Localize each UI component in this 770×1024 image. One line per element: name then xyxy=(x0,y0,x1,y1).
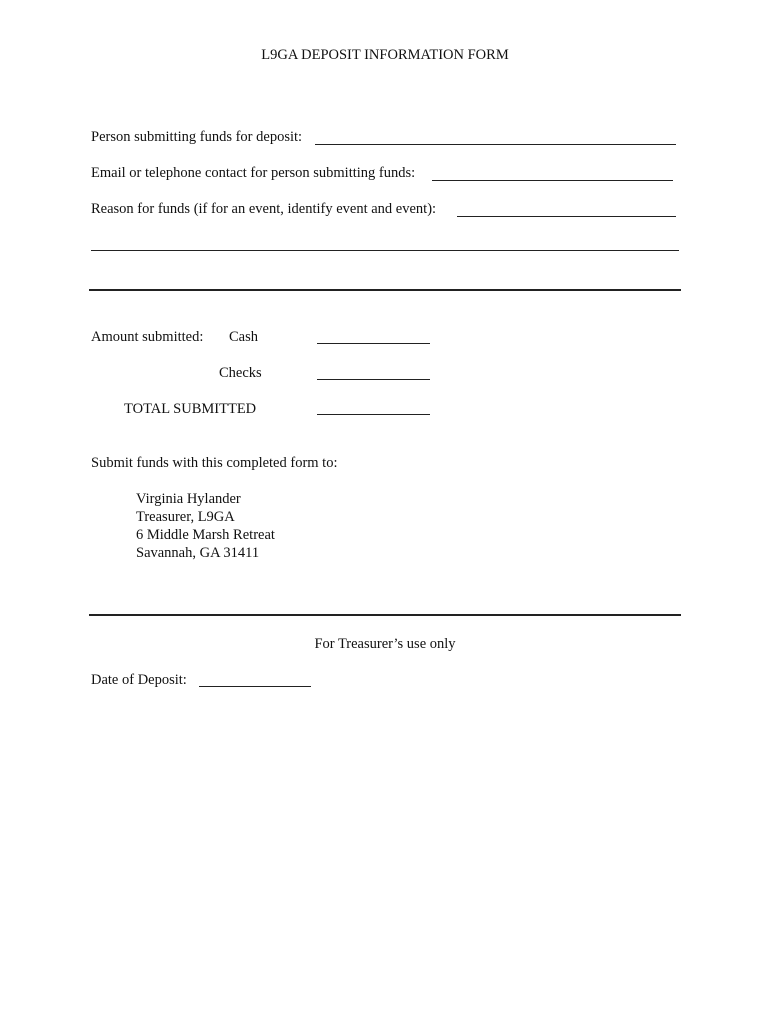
date-field[interactable] xyxy=(199,686,311,687)
submit-instruction: Submit funds with this completed form to: xyxy=(91,455,338,471)
contact-label: Email or telephone contact for person submitting funds: xyxy=(91,165,416,181)
person-field[interactable] xyxy=(315,144,676,145)
mailing-address xyxy=(136,490,275,562)
total-field[interactable] xyxy=(317,414,430,415)
address-title: Treasurer, L9GA xyxy=(136,509,235,525)
reason-field[interactable] xyxy=(457,216,676,217)
section-divider xyxy=(89,289,681,291)
cash-field[interactable] xyxy=(317,343,430,344)
address-street: 6 Middle Marsh Retreat xyxy=(136,527,275,543)
reason-label: Reason for funds (if for an event, identify event and event): xyxy=(91,201,437,217)
person-label: Person submitting funds for deposit: xyxy=(91,129,303,145)
form-title: L9GA DEPOSIT INFORMATION FORM xyxy=(261,47,509,63)
reason-field-continued[interactable] xyxy=(91,250,679,251)
address-city: Savannah, GA 31411 xyxy=(136,545,260,561)
address-name: Virginia Hylander xyxy=(136,491,241,507)
treasurer-heading: For Treasurer’s use only xyxy=(314,636,456,652)
amount-label: Amount submitted: xyxy=(91,329,204,345)
date-label: Date of Deposit: xyxy=(91,672,187,688)
total-label: TOTAL SUBMITTED xyxy=(124,401,257,417)
checks-field[interactable] xyxy=(317,379,430,380)
treasurer-divider xyxy=(89,614,681,616)
cash-label: Cash xyxy=(229,329,258,345)
checks-label: Checks xyxy=(219,365,262,381)
contact-field[interactable] xyxy=(432,180,673,181)
